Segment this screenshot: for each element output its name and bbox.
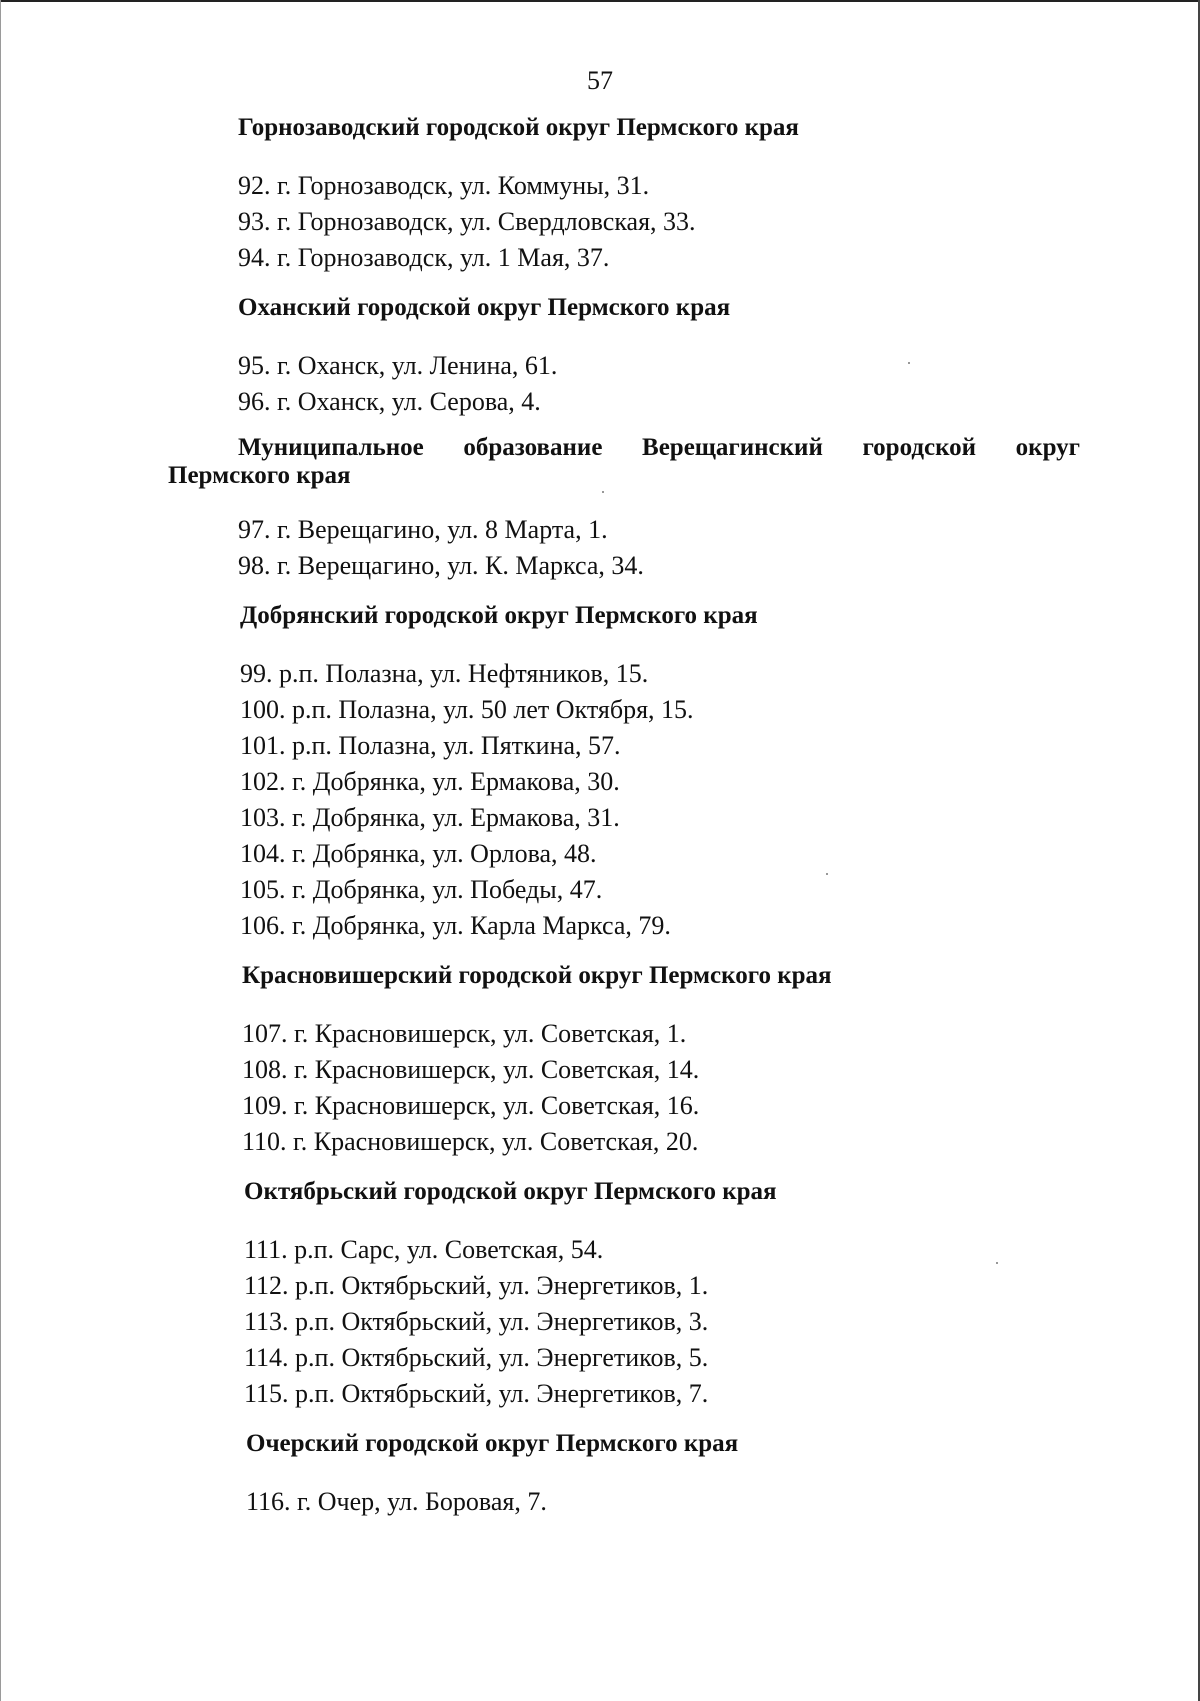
list-item: 112. р.п. Октябрьский, ул. Энергетиков, 1.: [244, 1271, 709, 1300]
section-heading-line-2: Пермского края: [168, 462, 351, 489]
section-okhansky: [0, 294, 1200, 420]
list-item: 115. р.п. Октябрьский, ул. Энергетиков, 7.: [244, 1379, 709, 1408]
scan-speck: [996, 1262, 998, 1264]
section-oktyabrsky: [0, 1178, 1200, 1412]
list-item: 113. р.п. Октябрьский, ул. Энергетиков, 3.: [244, 1307, 709, 1336]
section-gornozavodsky: [0, 114, 1200, 276]
page-number: 57: [587, 66, 613, 95]
scan-speck: [602, 491, 604, 493]
address-list: [242, 1016, 1200, 1160]
list-item: 92. г. Горнозаводск, ул. Коммуны, 31.: [238, 171, 650, 200]
section-heading-line-1: Муниципальное образование Верещагинский городской округ: [238, 434, 1080, 461]
section-heading: Октябрьский городской округ Пермского края: [244, 1178, 777, 1205]
section-ochersky: [0, 1430, 1200, 1520]
list-item: 109. г. Красновишерск, ул. Советская, 16.: [242, 1091, 700, 1120]
list-item: 105. г. Добрянка, ул. Победы, 47.: [240, 875, 603, 904]
address-list: [238, 168, 1200, 276]
section-dobryansky: [0, 602, 1200, 944]
list-item: 114. р.п. Октябрьский, ул. Энергетиков, 5.: [244, 1343, 709, 1372]
section-heading: Очерский городской округ Пермского края: [246, 1430, 739, 1457]
address-list: [238, 512, 1200, 584]
list-item: 102. г. Добрянка, ул. Ермакова, 30.: [240, 767, 620, 796]
section-heading: Добрянский городской округ Пермского края: [240, 602, 758, 629]
section-krasnovishersky: [0, 962, 1200, 1160]
list-item: 104. г. Добрянка, ул. Орлова, 48.: [240, 839, 597, 868]
list-item: 111. р.п. Сарс, ул. Советская, 54.: [244, 1235, 604, 1264]
list-item: 94. г. Горнозаводск, ул. 1 Мая, 37.: [238, 243, 610, 272]
list-item: 108. г. Красновишерск, ул. Советская, 14.: [242, 1055, 700, 1084]
section-heading: [0, 434, 1200, 490]
section-vereshchaginsky: [0, 434, 1200, 584]
list-item: 98. г. Верещагино, ул. К. Маркса, 34.: [238, 551, 644, 580]
list-item: 97. г. Верещагино, ул. 8 Марта, 1.: [238, 515, 608, 544]
section-heading: Красновишерский городской округ Пермского края: [242, 962, 832, 989]
address-list: [246, 1484, 1200, 1520]
scan-speck: [826, 873, 828, 875]
list-item: 100. р.п. Полазна, ул. 50 лет Октября, 15.: [240, 695, 694, 724]
address-list: [240, 656, 1200, 944]
list-item: 110. г. Красновишерск, ул. Советская, 20.: [242, 1127, 699, 1156]
list-item: 99. р.п. Полазна, ул. Нефтяников, 15.: [240, 659, 649, 688]
list-item: 116. г. Очер, ул. Боровая, 7.: [246, 1487, 547, 1516]
address-list: [238, 348, 1200, 420]
scan-edge-top: [0, 0, 1200, 2]
list-item: 95. г. Оханск, ул. Ленина, 61.: [238, 351, 558, 380]
scan-speck: [908, 362, 910, 364]
address-list: [244, 1232, 1200, 1412]
document-body: [0, 114, 1200, 1520]
section-heading: Оханский городской округ Пермского края: [238, 294, 731, 321]
section-heading: Горнозаводский городской округ Пермского края: [238, 114, 799, 141]
list-item: 106. г. Добрянка, ул. Карла Маркса, 79.: [240, 911, 671, 940]
list-item: 107. г. Красновишерск, ул. Советская, 1.: [242, 1019, 687, 1048]
list-item: 101. р.п. Полазна, ул. Пяткина, 57.: [240, 731, 621, 760]
list-item: 103. г. Добрянка, ул. Ермакова, 31.: [240, 803, 620, 832]
list-item: 93. г. Горнозаводск, ул. Свердловская, 33.: [238, 207, 696, 236]
list-item: 96. г. Оханск, ул. Серова, 4.: [238, 387, 541, 416]
